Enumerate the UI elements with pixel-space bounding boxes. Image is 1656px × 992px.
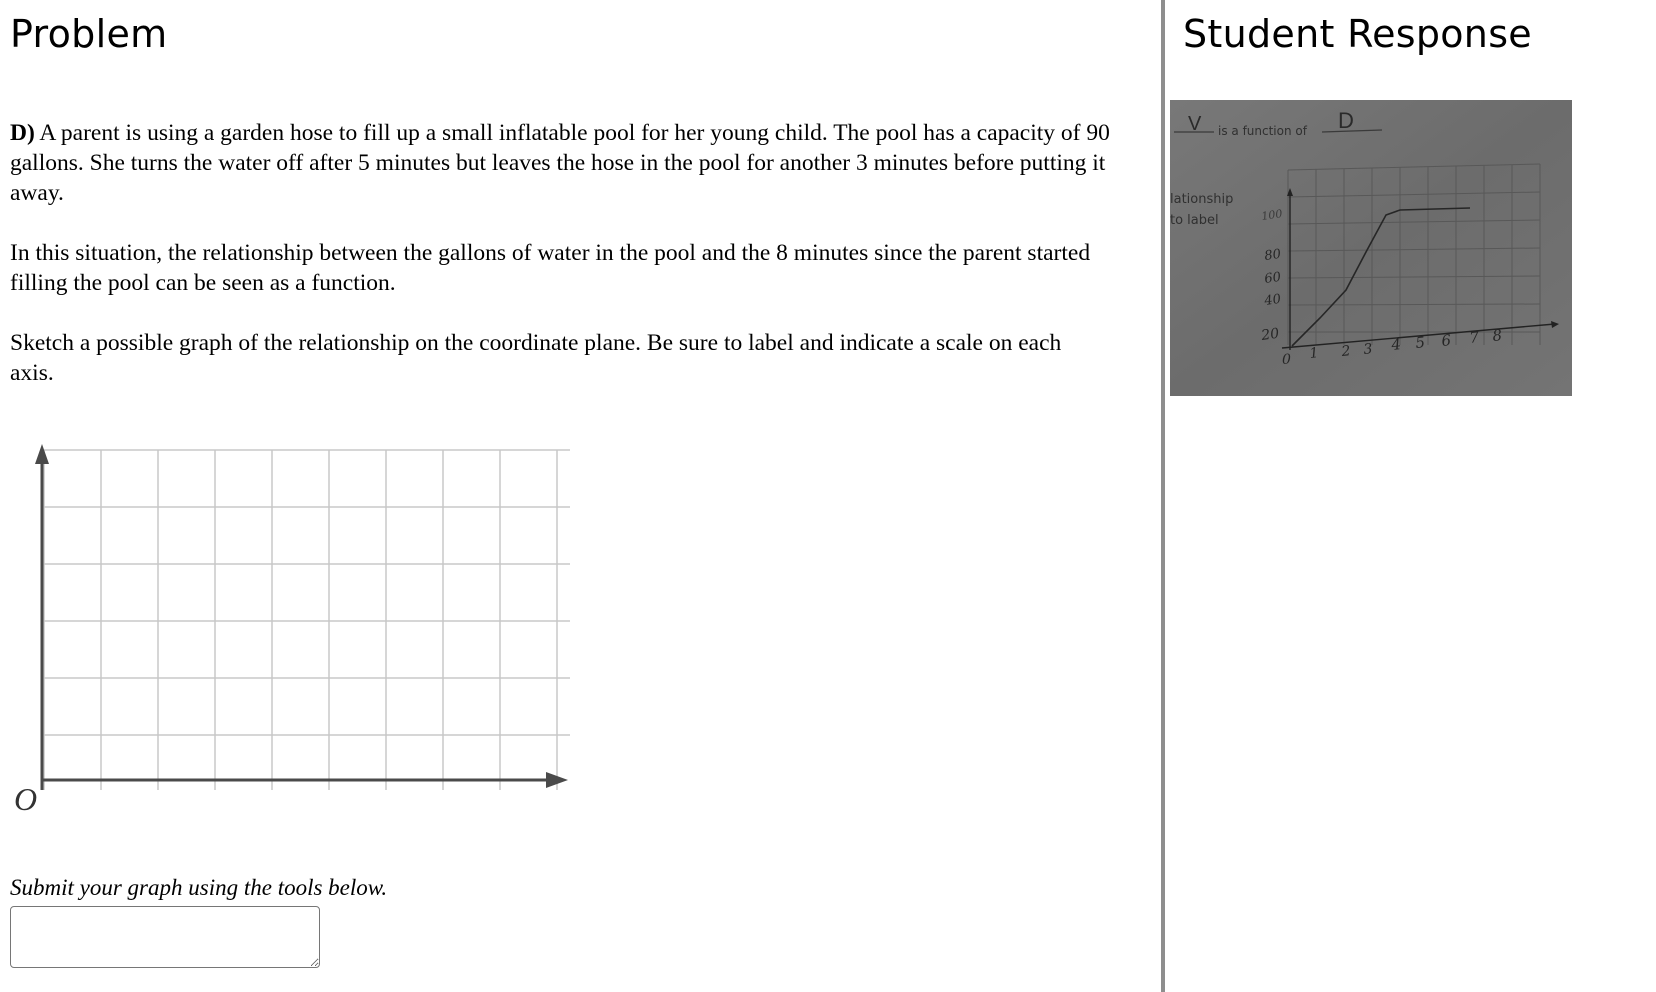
photo-x-tick-6: 6: [1440, 331, 1452, 350]
problem-paragraph-3: Sketch a possible graph of the relationship on the coordinate plane. Be sure to label and indicate a scale on each axis.: [10, 330, 1062, 386]
photo-x-tick-7: 7: [1468, 328, 1480, 347]
problem-heading: Problem: [10, 12, 168, 56]
photo-x-tick-1: 1: [1308, 345, 1320, 362]
photo-x-tick-4: 4: [1390, 335, 1402, 354]
part-label: D): [10, 120, 35, 146]
blank-answer-2: D: [1338, 108, 1354, 133]
photo-y-tick-60: 60: [1263, 269, 1282, 287]
student-response-heading: Student Response: [1183, 12, 1532, 56]
photo-x-tick-5: 5: [1414, 333, 1426, 352]
student-work-photo: [1170, 100, 1572, 396]
fill-in-text: is a function of: [1218, 124, 1307, 138]
grid-lines: [44, 450, 570, 790]
photo-y-tick-20: 20: [1260, 325, 1281, 344]
photo-x-tick-3: 3: [1362, 341, 1374, 358]
origin-label: O: [14, 781, 38, 817]
problem-paragraph-2: In this situation, the relationship between the gallons of water in the pool and the 8 minutes since the parent started filling the pool can be seen as a function.: [10, 240, 1091, 296]
photo-y-tick-40: 40: [1263, 291, 1282, 309]
problem-statement: [10, 118, 1110, 418]
problem-paragraph-1-text: A parent is using a garden hose to fill up a small inflatable pool for her young child. The pool has a capacity of 90 gallons. She turns the water off after 5 minutes but leaves the hose in the pool for another 3 minutes before putting it away.: [10, 120, 1110, 206]
y-axis-arrow: [35, 444, 49, 464]
photo-origin-label: 0: [1282, 352, 1291, 368]
answer-input[interactable]: [10, 906, 320, 968]
blank-answer-1: V: [1188, 113, 1202, 135]
side-label-1: lationship: [1170, 192, 1234, 207]
student-work-photo-svg: [1170, 100, 1572, 396]
coordinate-plane-svg: [10, 440, 570, 830]
photo-x-tick-8: 8: [1491, 326, 1503, 345]
coordinate-plane: [10, 440, 570, 830]
side-label-2: to label: [1170, 213, 1219, 228]
axes: [42, 458, 555, 790]
submit-instruction: Submit your graph using the tools below.: [10, 875, 388, 900]
student-response-pane: [1165, 0, 1656, 992]
problem-paragraph-1: [10, 118, 1110, 208]
photo-y-tick-100: 100: [1260, 207, 1284, 223]
photo-x-tick-2: 2: [1340, 343, 1352, 360]
photo-y-tick-80: 80: [1263, 246, 1282, 264]
